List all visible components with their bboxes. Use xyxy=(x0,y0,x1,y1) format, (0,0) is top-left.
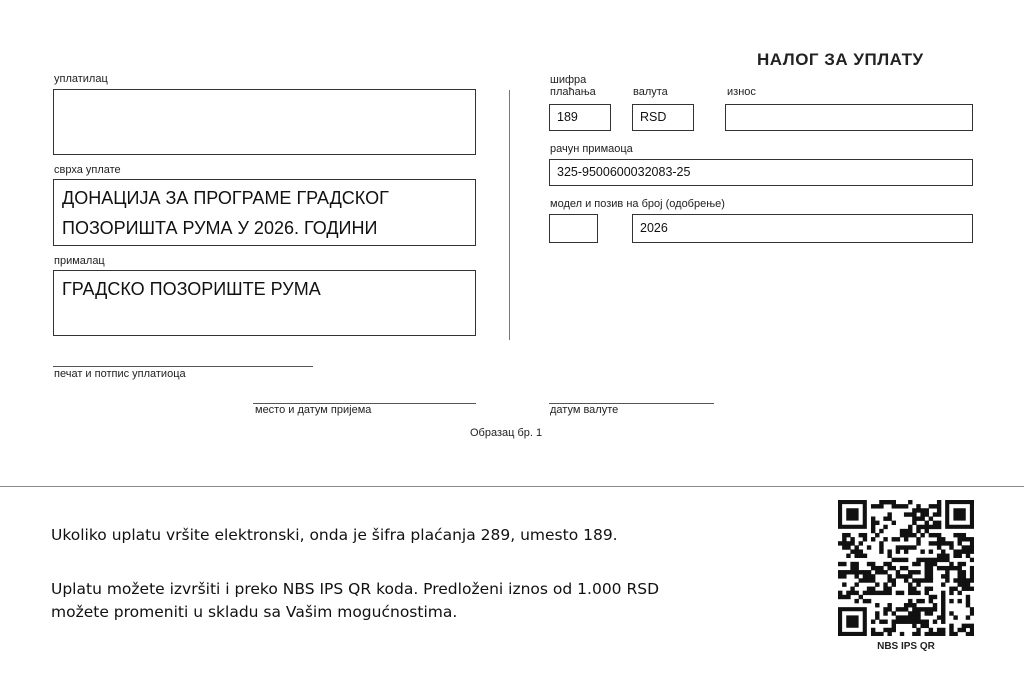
payer-label: уплатилац xyxy=(54,73,108,85)
model-label: модел и позив на број (одобрење) xyxy=(550,198,725,210)
place-date-label: место и датум пријема xyxy=(255,404,372,416)
signature-label: печат и потпис уплатиоца xyxy=(54,368,186,380)
qr-note-line-2: možete promeniti u skladu sa Vašim mogućnostima. xyxy=(51,603,458,621)
purpose-line-2: ПОЗОРИШТА РУМА У 2026. ГОДИНИ xyxy=(62,218,378,238)
payment-code-value: 189 xyxy=(557,110,578,124)
purpose-label: сврха уплате xyxy=(54,164,121,176)
value-date-label: датум валуте xyxy=(550,404,619,416)
payer-field[interactable] xyxy=(53,89,476,155)
payment-code-label-line-2: плаћања xyxy=(550,86,596,98)
payment-code-label xyxy=(550,74,596,98)
column-divider xyxy=(509,90,510,340)
purpose-line-1: ДОНАЦИЈА ЗА ПРОГРАМЕ ГРАДСКОГ xyxy=(62,188,389,208)
currency-field[interactable] xyxy=(632,104,694,131)
purpose-text xyxy=(54,180,475,243)
reference-value: 2026 xyxy=(640,221,668,235)
recipient-value: ГРАДСКО ПОЗОРИШТЕ РУМА xyxy=(62,279,321,299)
payment-code-field[interactable] xyxy=(549,104,611,131)
account-label: рачун примаоца xyxy=(550,143,633,155)
reference-field[interactable] xyxy=(632,214,973,243)
qr-note-line-1: Uplatu možete izvršiti i preko NBS IPS QR koda. Predloženi iznos od 1.000 RSD xyxy=(51,580,660,598)
signature-line xyxy=(53,366,313,367)
amount-label: износ xyxy=(727,86,756,98)
currency-label: валута xyxy=(633,86,668,98)
account-value: 325-9500600032083-25 xyxy=(557,165,691,179)
model-field[interactable] xyxy=(549,214,598,243)
amount-field[interactable] xyxy=(725,104,973,131)
payer-value xyxy=(54,90,475,96)
form-title: НАЛОГ ЗА УПЛАТУ xyxy=(757,50,924,69)
currency-value: RSD xyxy=(640,110,667,124)
payment-code-label-line-1: шифра xyxy=(550,74,587,86)
recipient-field[interactable] xyxy=(53,270,476,336)
electronic-payment-note: Ukoliko uplatu vršite elektronski, onda je šifra plaćanja 289, umesto 189. xyxy=(51,526,618,544)
form-number: Образац бр. 1 xyxy=(470,427,543,439)
purpose-field[interactable] xyxy=(53,179,476,246)
account-field[interactable] xyxy=(549,159,973,186)
qr-caption: NBS IPS QR xyxy=(877,641,935,652)
nbs-ips-qr-code xyxy=(838,500,974,636)
recipient-label: прималац xyxy=(54,255,105,267)
section-separator xyxy=(0,486,1024,487)
